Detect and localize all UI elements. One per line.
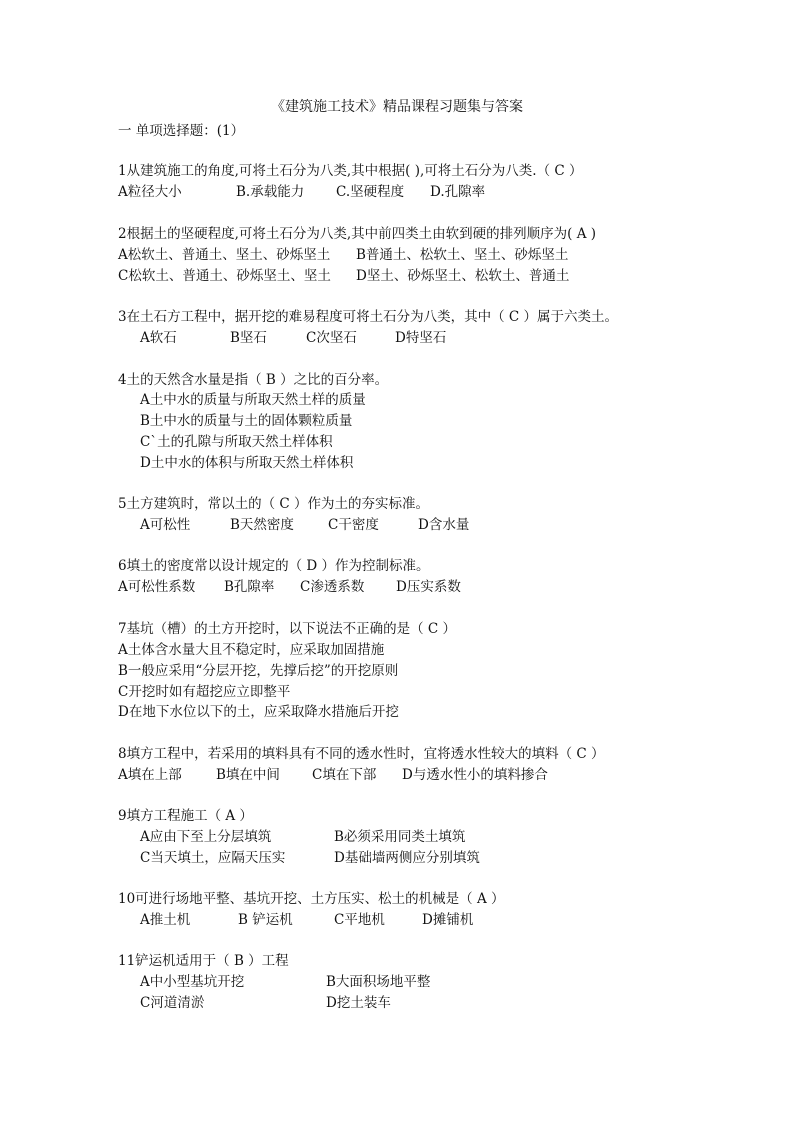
option-c: C河道清淤 [140,995,205,1011]
question-stem-11: 11铲运机适用于（ B ）工程 [118,953,289,969]
option-d: D与透水性小的填料掺合 [402,767,548,783]
option-c: C当天填土，应隔天压实 [140,850,286,866]
option-d: D土中水的体积与所取天然土样体积 [140,455,354,471]
option-c: C干密度 [328,517,379,533]
option-b: B孔隙率 [224,579,275,595]
option-b: B土中水的质量与土的固体颗粒质量 [140,413,353,429]
option-a: A推土机 [140,912,191,928]
option-c: C松软土、普通土、砂烁坚土、坚土 [118,268,331,284]
option-b: B.承载能力 [236,184,305,200]
option-a: A土中水的质量与所取天然土样的质量 [140,392,366,408]
section-heading: 一 单项选择题：(1） [118,123,245,139]
option-c: C平地机 [334,912,385,928]
question-stem-7: 7基坑（槽）的土方开挖时，以下说法不正确的是（ C ） [118,621,457,637]
option-b: B大面积场地平整 [326,974,431,990]
option-b: B坚石 [230,330,267,346]
document-title: 《建筑施工技术》精品课程习题集与答案 [271,99,523,115]
question-stem-10: 10可进行场地平整、基坑开挖、土方压实、松土的机械是（ A ） [118,891,505,907]
option-a: A粒径大小 [118,184,182,200]
question-stem-8: 8填方工程中，若采用的填料具有不同的透水性时，宜将透水性较大的填料（ C ） [118,746,605,762]
option-d: D挖土装车 [326,995,391,1011]
question-stem-6: 6填土的密度常以设计规定的（ D ）作为控制标准。 [118,558,430,574]
question-stem-9: 9填方工程施工（ A ） [118,808,253,824]
option-b: B 铲运机 [238,912,293,928]
option-a: A松软土、普通土、坚土、砂烁坚土 [118,247,331,263]
option-c: C.坚硬程度 [336,184,405,200]
option-a: A可松性 [140,517,191,533]
option-b: B天然密度 [230,517,294,533]
option-b: B必须采用同类土填筑 [334,829,466,845]
option-a: A土体含水量大且不稳定时，应采取加固措施 [118,642,385,658]
option-d: D在地下水位以下的土，应采取降水措施后开挖 [118,704,399,720]
option-a: A可松性系数 [118,579,196,595]
option-d: D压实系数 [396,579,461,595]
option-c: C渗透系数 [300,579,365,595]
question-stem-2: 2根据土的坚硬程度,可将土石分为八类,其中前四类土由软到硬的排列顺序为( A ) [118,226,597,242]
option-c: C填在下部 [312,767,377,783]
question-stem-3: 3在土石方工程中，据开挖的难易程度可将土石分为八类，其中（ C ）属于六类土。 [118,309,618,325]
option-c: C次坚石 [306,330,357,346]
option-d: D特坚石 [395,330,447,346]
option-d: D.孔隙率 [430,184,486,200]
option-c: C`土的孔隙与所取天然土样体积 [140,434,333,450]
question-stem-1: 1从建筑施工的角度,可将土石分为八类,其中根据( ),可将土石分为八类.（ C ） [118,163,583,179]
option-b: B填在中间 [216,767,280,783]
option-b: B普通土、松软土、坚土、砂烁坚土 [356,247,569,263]
option-d: D坚土、砂烁坚土、松软土、普通土 [356,268,570,284]
option-d: D摊铺机 [422,912,474,928]
question-stem-4: 4土的天然含水量是指（ B ）之比的百分率。 [118,372,389,388]
option-d: D基础墙两侧应分别填筑 [334,850,480,866]
option-a: A应由下至上分层填筑 [140,829,272,845]
option-a: A填在上部 [118,767,182,783]
option-a: A中小型基坑开挖 [140,974,245,990]
option-c: C开挖时如有超挖应立即整平 [118,684,291,700]
question-stem-5: 5土方建筑时，常以土的（ C ）作为土的夯实标准。 [118,496,430,512]
option-d: D含水量 [418,517,470,533]
option-a: A软石 [140,330,177,346]
option-b: B一般应采用“分层开挖，先撑后挖”的开挖原则 [118,663,399,679]
